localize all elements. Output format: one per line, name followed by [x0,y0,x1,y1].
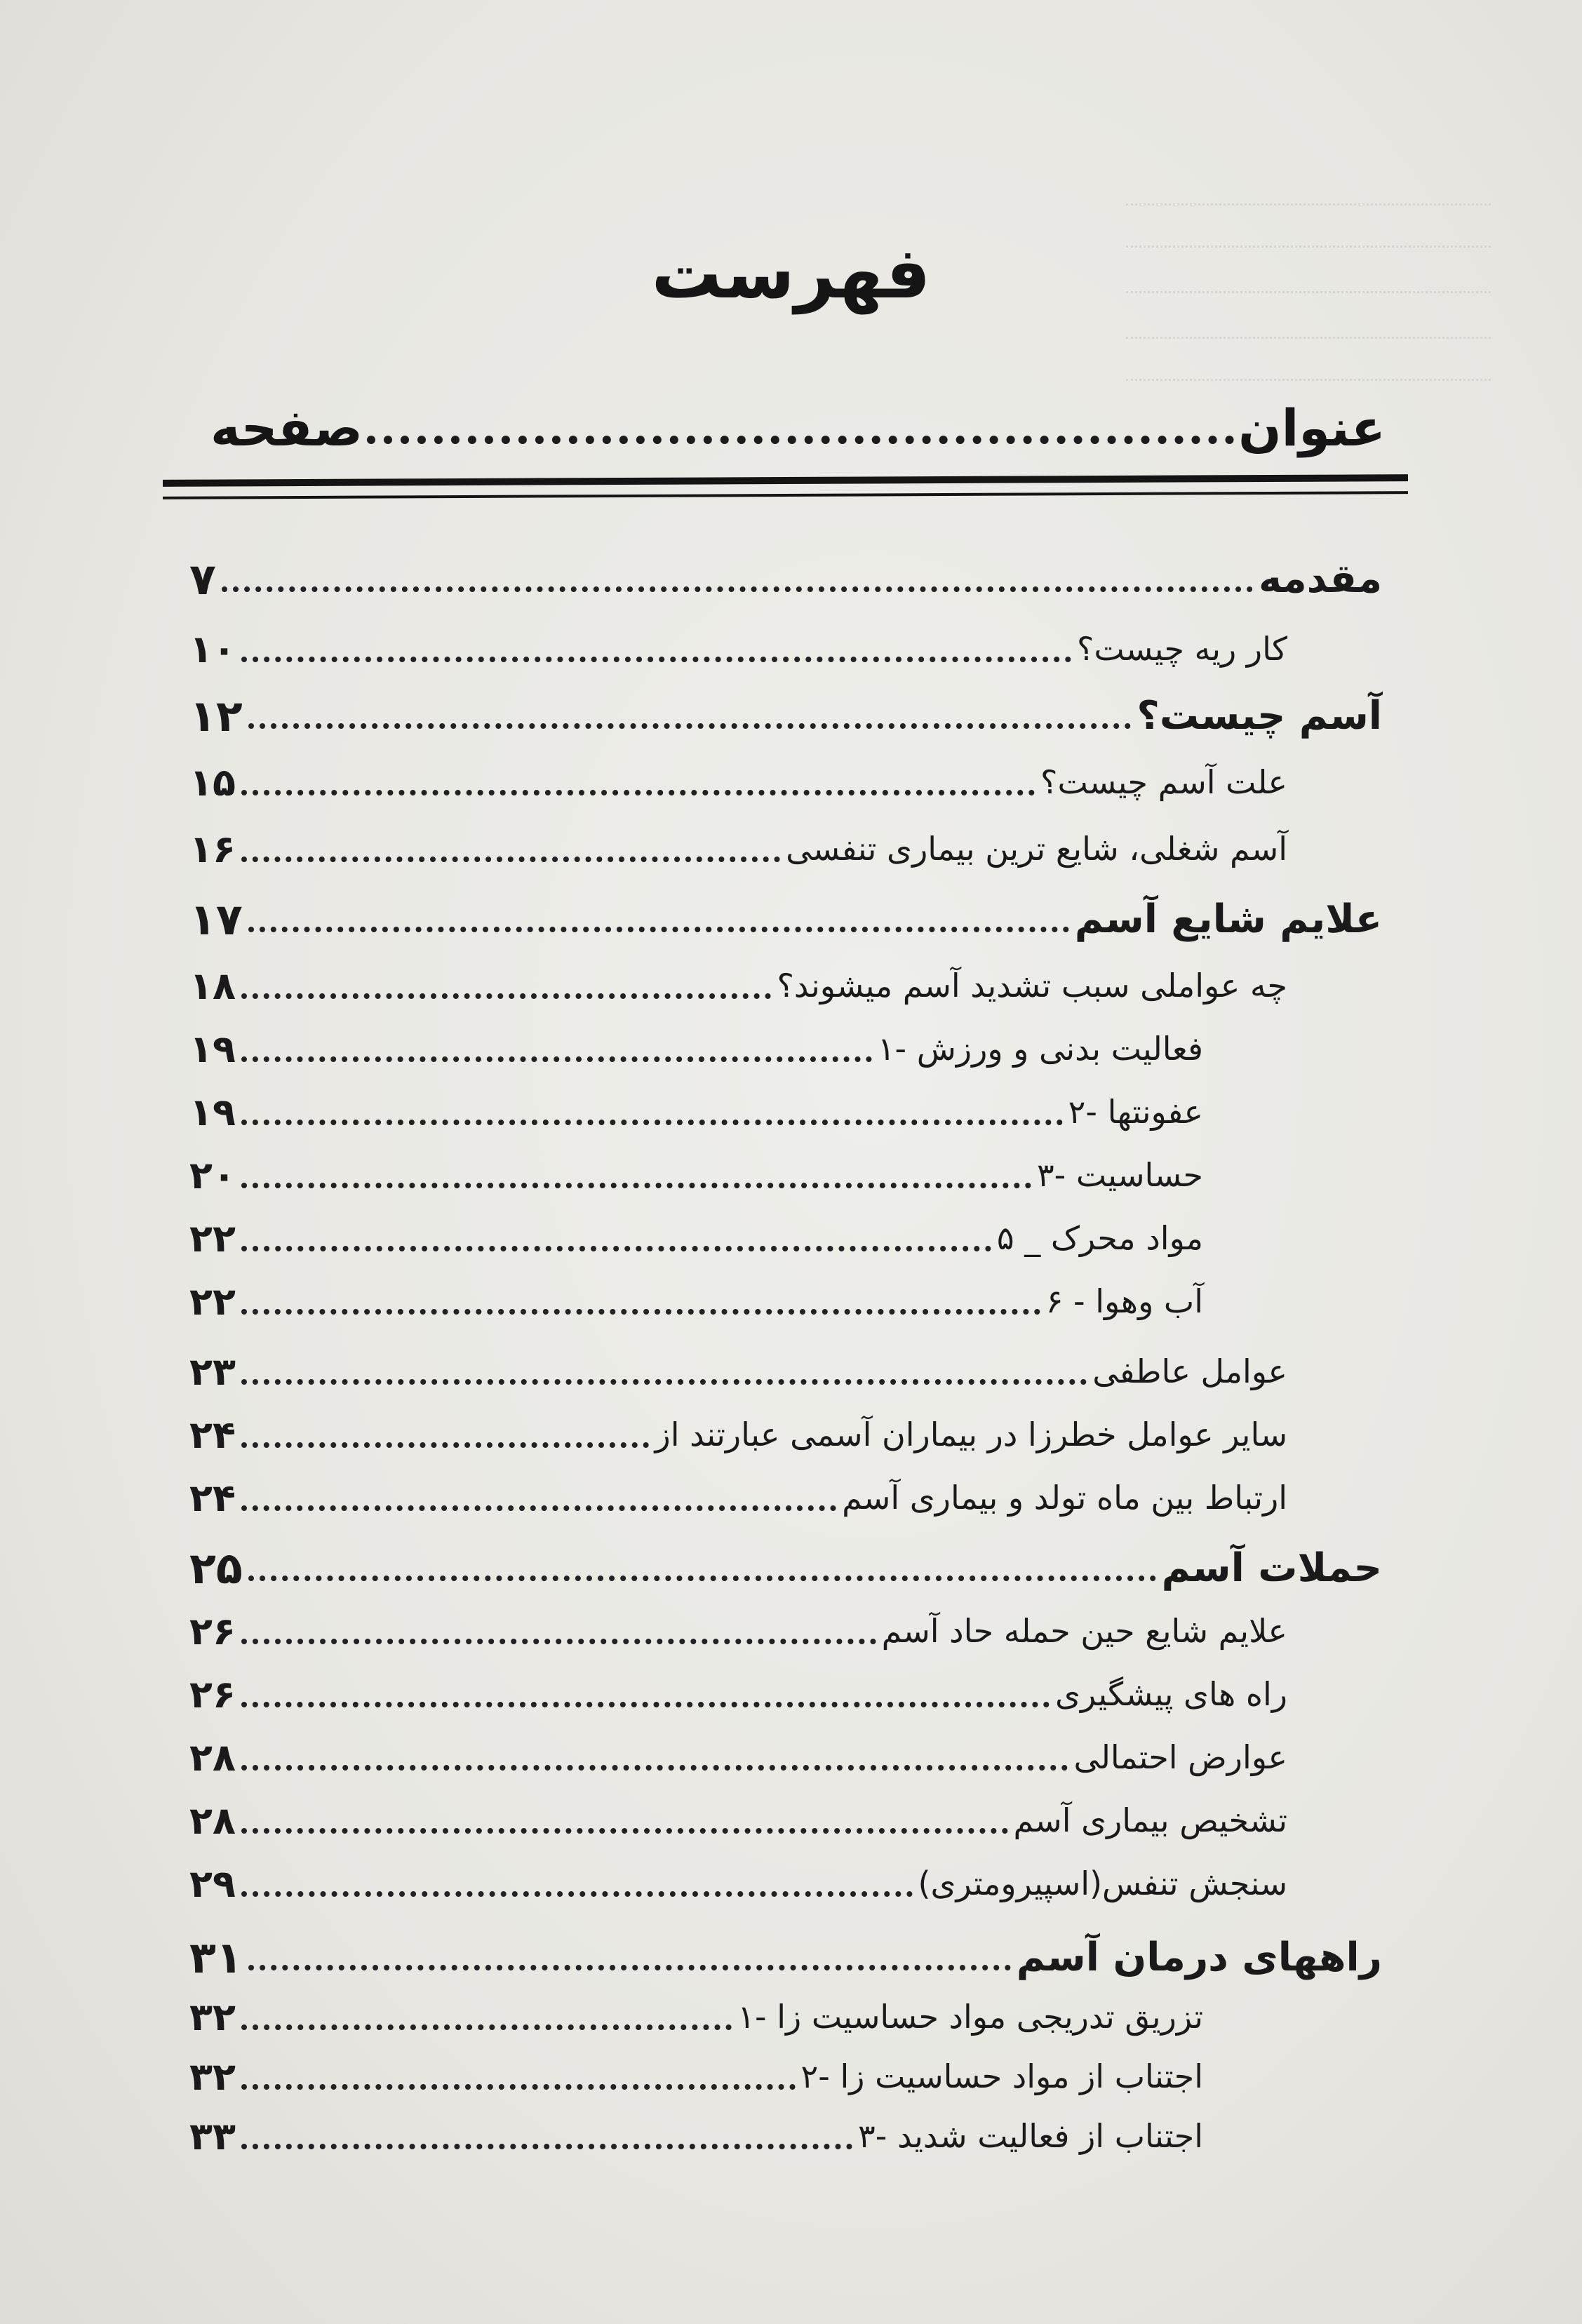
header-title-label: عنوان [1238,398,1386,457]
toc-entry-page: ۱۲ [189,690,243,741]
toc-entry [189,1466,1287,1529]
toc-entry-title: سنجش تنفس(اسپیرومتری) [918,1865,1287,1902]
toc-entry [189,1726,1287,1789]
toc-entry-title: عوامل عاطفی [1092,1352,1287,1390]
toc-entry-page: ۲۴ [189,1412,236,1457]
show-through-line [1126,175,1491,206]
header-rule-thin [163,491,1408,499]
toc-entry [189,1143,1203,1207]
toc-entry-page: ۲۲ [189,1279,236,1324]
toc-entry-title: حملات آسم [1161,1545,1382,1591]
toc-entry-title: تشخیص بیماری آسم [1013,1801,1287,1839]
toc-entry-page: ۱۶ [189,826,236,871]
toc-entry [189,1017,1203,1080]
toc-entry-title: ۲- عفونتها [1068,1093,1203,1131]
toc-leader-dots [241,657,1071,662]
toc-entry [189,1270,1203,1333]
toc-entry-title: کار ریه چیست؟ [1077,630,1287,668]
toc-entry-title: ۱- فعالیت بدنی و ورزش [877,1030,1203,1068]
toc-entry-page: ۱۷ [189,893,243,945]
toc-entry-page: ۱۵ [189,760,236,805]
toc-entry-title: چه عواملی سبب تشدید آسم میشوند؟ [777,967,1287,1005]
toc-entry-title: ارتباط بین ماه تولد و بیماری آسم [842,1479,1287,1517]
toc-leader-dots [248,1965,1011,1970]
toc-entry-title: ۳- اجتناب از فعالیت شدید [858,2117,1203,2155]
header-leader [367,436,1234,444]
toc-entry-page: ۱۰ [189,626,236,671]
toc-entry-page: ۲۶ [189,1672,236,1717]
toc-leader-dots [241,1828,1008,1834]
toc-leader-dots [241,2084,796,2090]
toc-entry [189,1852,1287,1915]
header-page-label: صفحه [210,398,363,457]
toc-entry [189,954,1287,1017]
toc-entry-page: ۷ [189,553,216,605]
toc-entry [189,1663,1287,1726]
toc-entry-title: عوارض احتمالی [1073,1738,1287,1776]
toc-entry [189,1536,1382,1599]
toc-entry-page: ۲۸ [189,1798,236,1843]
toc-leader-dots [241,1702,1050,1707]
toc-entry-title: ۶ - آب وهوا [1045,1282,1203,1320]
toc-leader-dots [248,1576,1156,1581]
toc-leader-dots [241,1056,872,1062]
toc-entry-page: ۲۳ [189,1349,236,1394]
toc-entry [189,1789,1287,1852]
toc-leader-dots [241,790,1035,795]
toc-leader-dots [248,723,1132,729]
toc-entry [189,684,1382,747]
toc-leader-dots [241,857,780,862]
toc-entry [189,1080,1203,1143]
toc-entry-page: ۱۸ [189,963,236,1008]
toc-leader-dots [241,1505,836,1511]
show-through-line [1126,351,1491,381]
toc-entry-title: سایر عوامل خطرزا در بیماران آسمی عبارتند از [655,1416,1287,1453]
toc-entry-page: ۲۸ [189,1735,236,1780]
toc-leader-dots [241,1765,1068,1771]
toc-leader-dots [241,1639,876,1644]
toc-entry-page: ۳۳ [189,2114,236,2158]
toc-leader-dots [241,2144,852,2149]
toc-entry-title: ۳- حساسیت [1036,1156,1203,1194]
toc-entry [189,617,1287,680]
toc-entry [189,2045,1203,2108]
toc-leader-dots [241,1183,1031,1188]
toc-leader-dots [222,586,1253,592]
toc-entry-page: ۲۰ [189,1153,236,1197]
toc-entry [189,2104,1203,2168]
toc-entry [189,1403,1287,1466]
toc-entry-page: ۱۹ [189,1026,236,1071]
toc-entry-title: علت آسم چیست؟ [1040,763,1287,801]
toc-leader-dots [241,1442,650,1448]
toc-leader-dots [241,993,772,999]
toc-entry [189,887,1382,951]
toc-leader-dots [248,927,1069,932]
toc-entry [189,1340,1287,1403]
toc-leader-dots [241,1891,913,1897]
toc-entry-title: مقدمه [1259,556,1382,602]
toc-entry [189,1926,1382,1989]
toc-leader-dots [241,1309,1040,1315]
toc-leader-dots [241,1246,991,1251]
toc-leader-dots [241,1120,1063,1125]
toc-entry-title: علایم شایع حین حمله حاد آسم [881,1612,1287,1650]
toc-entry-title: آسم چیست؟ [1137,692,1382,739]
toc-leader-dots [241,2024,732,2030]
toc-entry-page: ۲۶ [189,1608,236,1653]
toc-entry-page: ۲۵ [189,1542,243,1594]
toc-entry-page: ۳۱ [189,1931,243,1983]
page-title: فهرست [651,232,931,314]
toc-entry-title: آسم شغلی، شایع ترین بیماری تنفسی [786,830,1287,868]
toc-entry-page: ۲۲ [189,1216,236,1261]
toc-entry [189,751,1287,814]
toc-entry-title: راه های پیشگیری [1054,1675,1287,1713]
toc-entry [189,1985,1203,2048]
toc-entry-title: راههای درمان آسم [1016,1934,1382,1980]
toc-entry-title: ۱- تزریق تدریجی مواد حساسیت زا [737,1998,1203,2036]
toc-header [186,389,1386,466]
toc-entry-page: ۲۹ [189,1861,236,1906]
toc-entry [189,817,1287,880]
toc-entry-page: ۳۲ [189,1994,236,2039]
toc-entry [189,1207,1203,1270]
header-rule-thick [163,474,1408,487]
toc-entry-page: ۲۴ [189,1475,236,1520]
toc-entry-title: ۲- اجتناب از مواد حساسیت زا [800,2057,1203,2095]
toc-entry-title: علایم شایع آسم [1074,896,1382,942]
toc-entry-page: ۱۹ [189,1089,236,1134]
toc-entry-title: ۵ _ مواد محرک [996,1219,1203,1257]
toc-entry [189,547,1382,610]
toc-entry-page: ۳۲ [189,2054,236,2099]
toc-entry [189,1599,1287,1663]
toc-leader-dots [241,1379,1087,1385]
